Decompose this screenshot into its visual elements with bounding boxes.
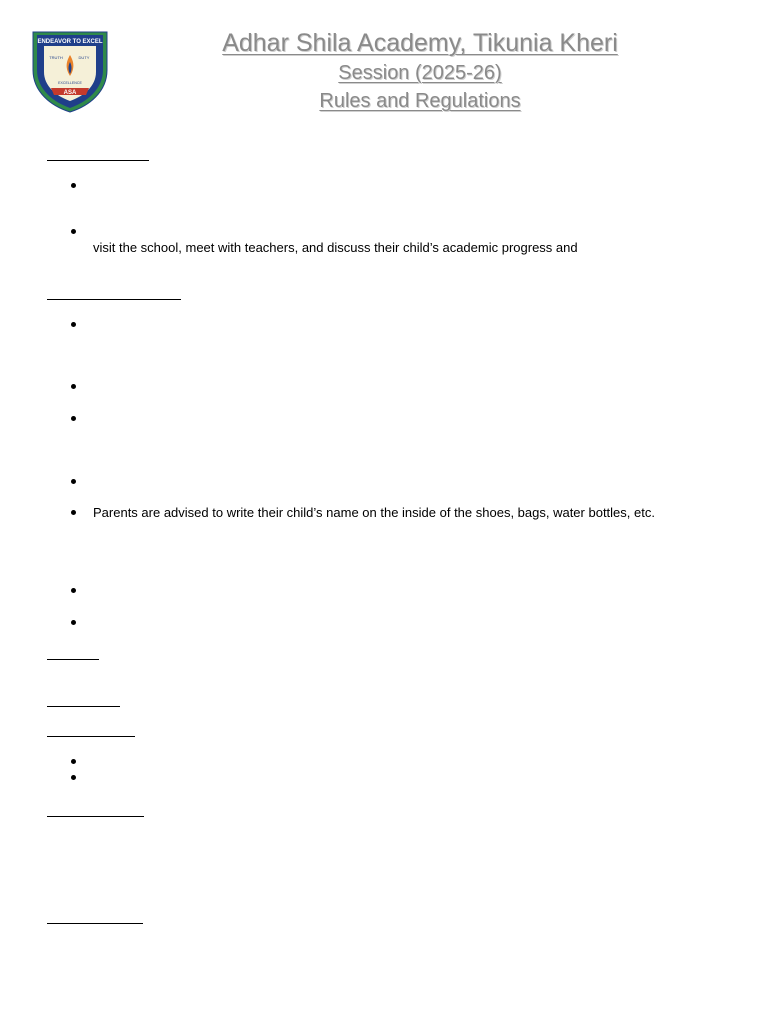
section-heading-rule (47, 736, 135, 737)
logo-word-left: TRUTH (49, 55, 63, 60)
section-heading-rule (47, 299, 181, 300)
session-title: Session (2025-26) (338, 62, 502, 84)
bullet-icon (71, 384, 76, 389)
name-on-items-line: Parents are advised to write their child’s name on the inside of the shoes, bags, water bottles, etc. (93, 505, 655, 520)
school-title: Adhar Shila Academy, Tikunia Kheri (222, 29, 618, 57)
bullet-icon (71, 775, 76, 780)
section-heading-rule (47, 816, 144, 817)
section-heading-rule (47, 706, 120, 707)
logo-banner: EXCELLENCE (58, 81, 82, 85)
logo-initials: ASA (63, 90, 77, 96)
bullet-icon (71, 510, 76, 515)
bullet-icon (71, 416, 76, 421)
section-heading-rule (47, 160, 149, 161)
bullet-icon (71, 183, 76, 188)
logo-word-right: DUTY (78, 55, 90, 60)
bullet-icon (71, 479, 76, 484)
section-heading-rule (47, 659, 99, 660)
bullet-icon (71, 588, 76, 593)
bullet-icon (71, 620, 76, 625)
logo-motto: ENDEAVOR TO EXCEL (37, 39, 103, 45)
section-heading-rule (47, 923, 143, 924)
parents-visit-line: visit the school, meet with teachers, and discuss their child’s academic progress and (93, 240, 578, 255)
bullet-icon (71, 322, 76, 327)
school-crest-logo (29, 26, 111, 114)
bullet-icon (71, 229, 76, 234)
rules-title: Rules and Regulations (319, 90, 521, 112)
bullet-icon (71, 759, 76, 764)
